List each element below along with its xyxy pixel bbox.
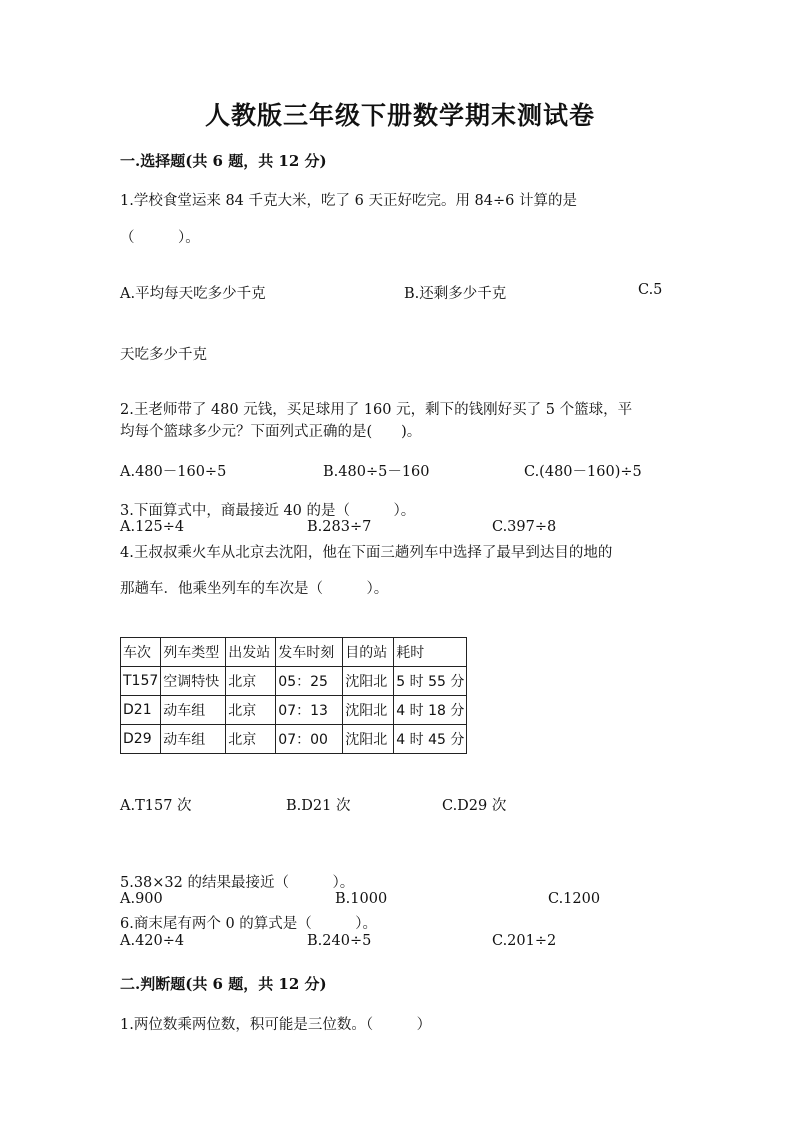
q5-option-b[interactable]: B.1000 [335,891,388,907]
q5-option-c[interactable]: C.1200 [548,891,601,907]
q6-option-a[interactable]: A.420÷4 [120,933,185,949]
table-cell: 05：25 [276,667,343,696]
question-4: 4.王叔叔乘火车从北京去沈阳，他在下面三趟列车中选择了最早到达目的地的 [120,545,613,561]
table-cell: D29 [121,725,161,754]
table-cell: 北京 [226,696,276,725]
question-3: 3.下面算式中，商最接近 40 的是（ ）。 [120,503,416,519]
table-cell: D21 [121,696,161,725]
table-row [121,725,467,754]
q2-option-b[interactable]: B.480÷5－160 [323,464,430,480]
question-6: 6.商末尾有两个 0 的算式是（ ）。 [120,916,378,932]
table-header-cell: 列车类型 [161,638,226,667]
section-heading-choice: 一.选择题(共 6 题，共 12 分) [120,152,327,170]
table-cell: 空调特快 [161,667,226,696]
table-header-row [121,638,467,667]
table-header-cell: 耗时 [394,638,467,667]
section-heading-judgment: 二.判断题(共 6 题，共 12 分) [120,975,327,993]
q3-option-c[interactable]: C.397÷8 [492,519,557,535]
q4-option-a[interactable]: A.T157 次 [120,798,192,814]
table-cell: 动车组 [161,696,226,725]
q6-option-b[interactable]: B.240÷5 [307,933,372,949]
question-5: 5.38×32 的结果最接近（ ）。 [120,875,355,891]
table-cell: 07：00 [276,725,343,754]
q1-option-c-continued: 天吃多少千克 [120,347,207,363]
q1-option-b[interactable]: B.还剩多少千克 [404,286,507,302]
judgment-question-1: 1.两位数乘两位数，积可能是三位数。（ ） [120,1017,432,1033]
table-header-cell: 车次 [121,638,161,667]
q3-option-b[interactable]: B.283÷7 [307,519,372,535]
table-header-cell: 目的站 [343,638,394,667]
question-1-blank: （ ）。 [120,230,200,246]
q5-option-a[interactable]: A.900 [120,891,163,907]
question-2: 2.王老师带了 480 元钱，买足球用了 160 元，剩下的钱刚好买了 5 个篮球，平 [120,402,633,418]
q1-option-a[interactable]: A.平均每天吃多少千克 [120,286,266,302]
table-cell: 北京 [226,725,276,754]
table-header-cell: 发车时刻 [276,638,343,667]
table-header-cell: 出发站 [226,638,276,667]
table-cell: 沈阳北 [343,696,394,725]
table-cell: 07：13 [276,696,343,725]
table-cell: 沈阳北 [343,667,394,696]
table-cell: T157 [121,667,161,696]
question-1: 1.学校食堂运来 84 千克大米，吃了 6 天正好吃完。用 84÷6 计算的是 [120,193,577,209]
table-cell: 沈阳北 [343,725,394,754]
q6-option-c[interactable]: C.201÷2 [492,933,557,949]
q3-option-a[interactable]: A.125÷4 [120,519,185,535]
question-2-line2: 均每个篮球多少元？下面列式正确的是( )。 [120,424,422,440]
table-cell: 4 时 18 分 [394,696,467,725]
table-cell: 动车组 [161,725,226,754]
table-cell: 4 时 45 分 [394,725,467,754]
table-row [121,667,467,696]
train-schedule-table [120,637,467,754]
table-cell: 北京 [226,667,276,696]
q1-option-c[interactable]: C.5 [638,282,663,298]
q2-option-a[interactable]: A.480－160÷5 [120,464,227,480]
q4-option-b[interactable]: B.D21 次 [286,798,351,814]
page-title: 人教版三年级下册数学期末测试卷 [204,101,595,130]
question-4-line2: 那趟车．他乘坐列车的车次是（ ）。 [120,581,389,597]
table-row [121,696,467,725]
q2-option-c[interactable]: C.(480－160)÷5 [524,464,642,480]
table-cell: 5 时 55 分 [394,667,467,696]
q4-option-c[interactable]: C.D29 次 [442,798,507,814]
